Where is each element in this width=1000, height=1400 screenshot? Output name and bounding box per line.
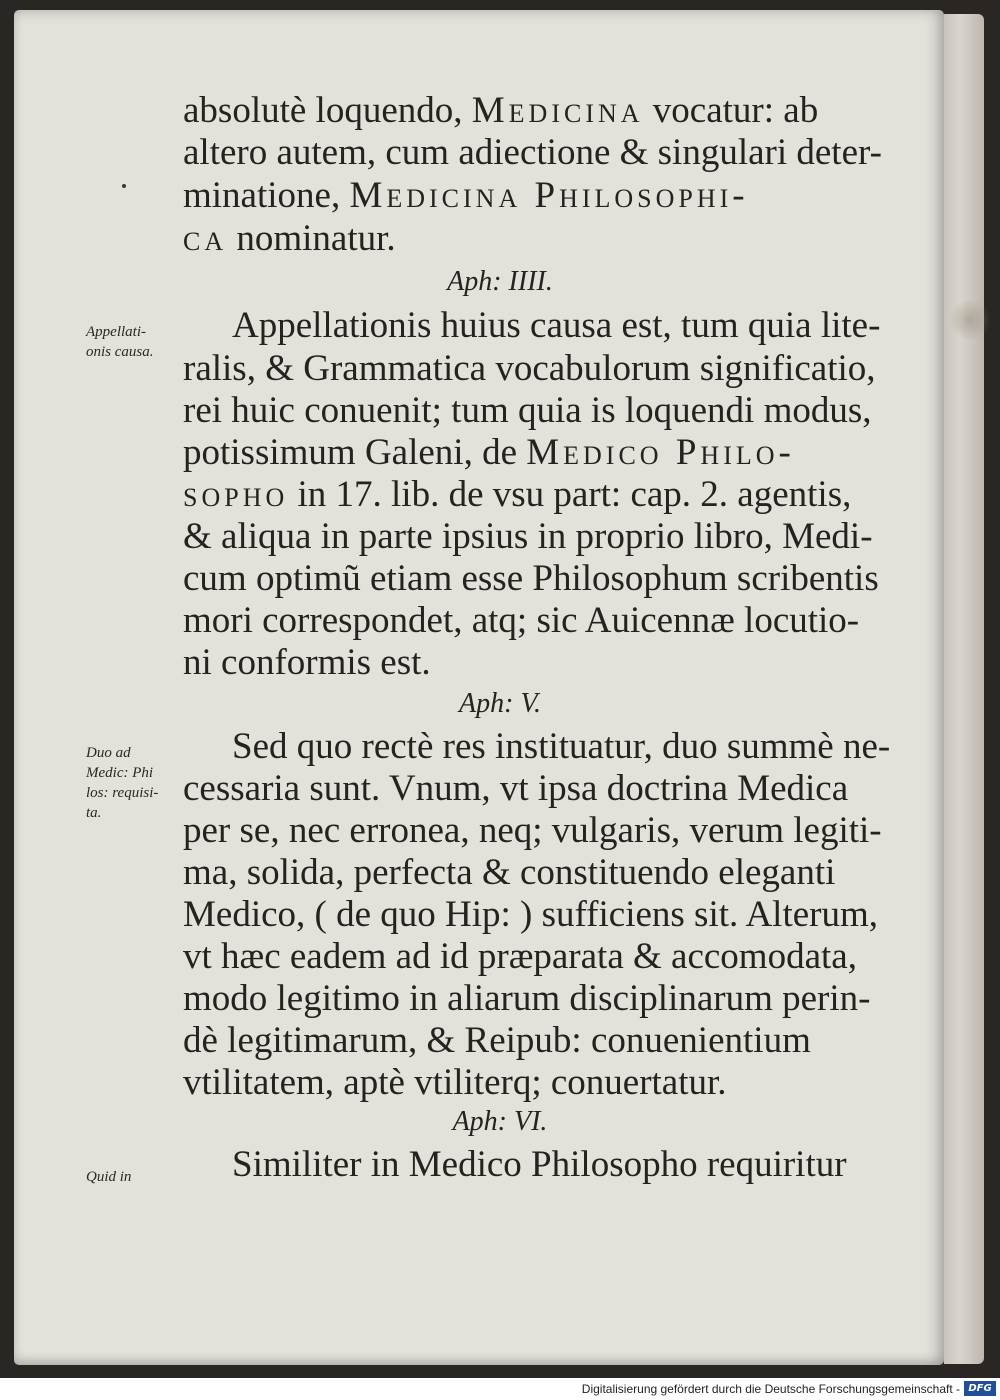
text-line: ma, solida, perfecta & constituendo eleganti (183, 852, 836, 893)
funding-notice: Digitalisierung gefördert durch die Deutsche Forschungsgemeinschaft - (581, 1382, 960, 1396)
text-line: ni conformis est. (183, 642, 431, 683)
text-line: sopho in 17. lib. de vsu part: cap. 2. agentis, (183, 474, 852, 515)
aphorism-heading: Aph: VI. (452, 1106, 548, 1137)
aphorism-heading: Aph: V. (459, 688, 541, 719)
text-line: altero autem, cum adiectione & singulari deter- (183, 132, 882, 173)
text-line: potissimum Galeni, de Medico Philo- (183, 432, 795, 473)
text-line: vtilitatem, aptè vtiliterq; conuertatur. (183, 1062, 727, 1103)
dfg-logo-icon: DFG (964, 1381, 996, 1396)
text-line: cum optimũ etiam esse Philosophum scribentis (183, 558, 879, 599)
text-line: per se, nec erronea, neq; vulgaris, verum legiti- (183, 810, 882, 851)
text-line: minatione, Medicina Philosophi- (183, 175, 749, 216)
text-line: Medico, ( de quo Hip: ) sufficiens sit. Alterum, (183, 894, 879, 935)
text-line: Sed quo rectè res instituatur, duo summè ne- (232, 726, 891, 767)
text-line: & aliqua in parte ipsius in proprio libro, Medi- (183, 516, 873, 557)
page-stain (948, 300, 992, 340)
text-line: rei huic conuenit; tum quia is loquendi modus, (183, 390, 872, 431)
margin-note: Appellati- onis causa. (86, 324, 154, 360)
text-line: Appellationis huius causa est, tum quia lite- (232, 305, 881, 346)
aphorism-heading: Aph: IIII. (447, 266, 553, 297)
text-line: dè legitimarum, & Reipub: conuenientium (183, 1020, 811, 1061)
text-line: modo legitimo in aliarum disciplinarum perin- (183, 978, 871, 1019)
margin-note: Quid in (86, 1169, 132, 1185)
text-line: ralis, & Grammatica vocabulorum significatio, (183, 348, 876, 389)
text-line: Similiter in Medico Philosopho requiritur (232, 1144, 847, 1185)
text-line: absolutè loquendo, Medicina vocatur: ab (183, 90, 819, 131)
text-line: vt hæc eadem ad id præparata & accomodata, (183, 936, 857, 977)
margin-dot (122, 184, 126, 188)
text-line: ca nominatur. (183, 218, 396, 259)
margin-note: Duo ad Medic: Phi los: requisi- ta. (86, 745, 159, 821)
footer-bar (0, 1378, 1000, 1400)
text-line: mori correspondet, atq; sic Auicennæ locutio- (183, 600, 860, 641)
text-line: cessaria sunt. Vnum, vt ipsa doctrina Medica (183, 768, 849, 809)
